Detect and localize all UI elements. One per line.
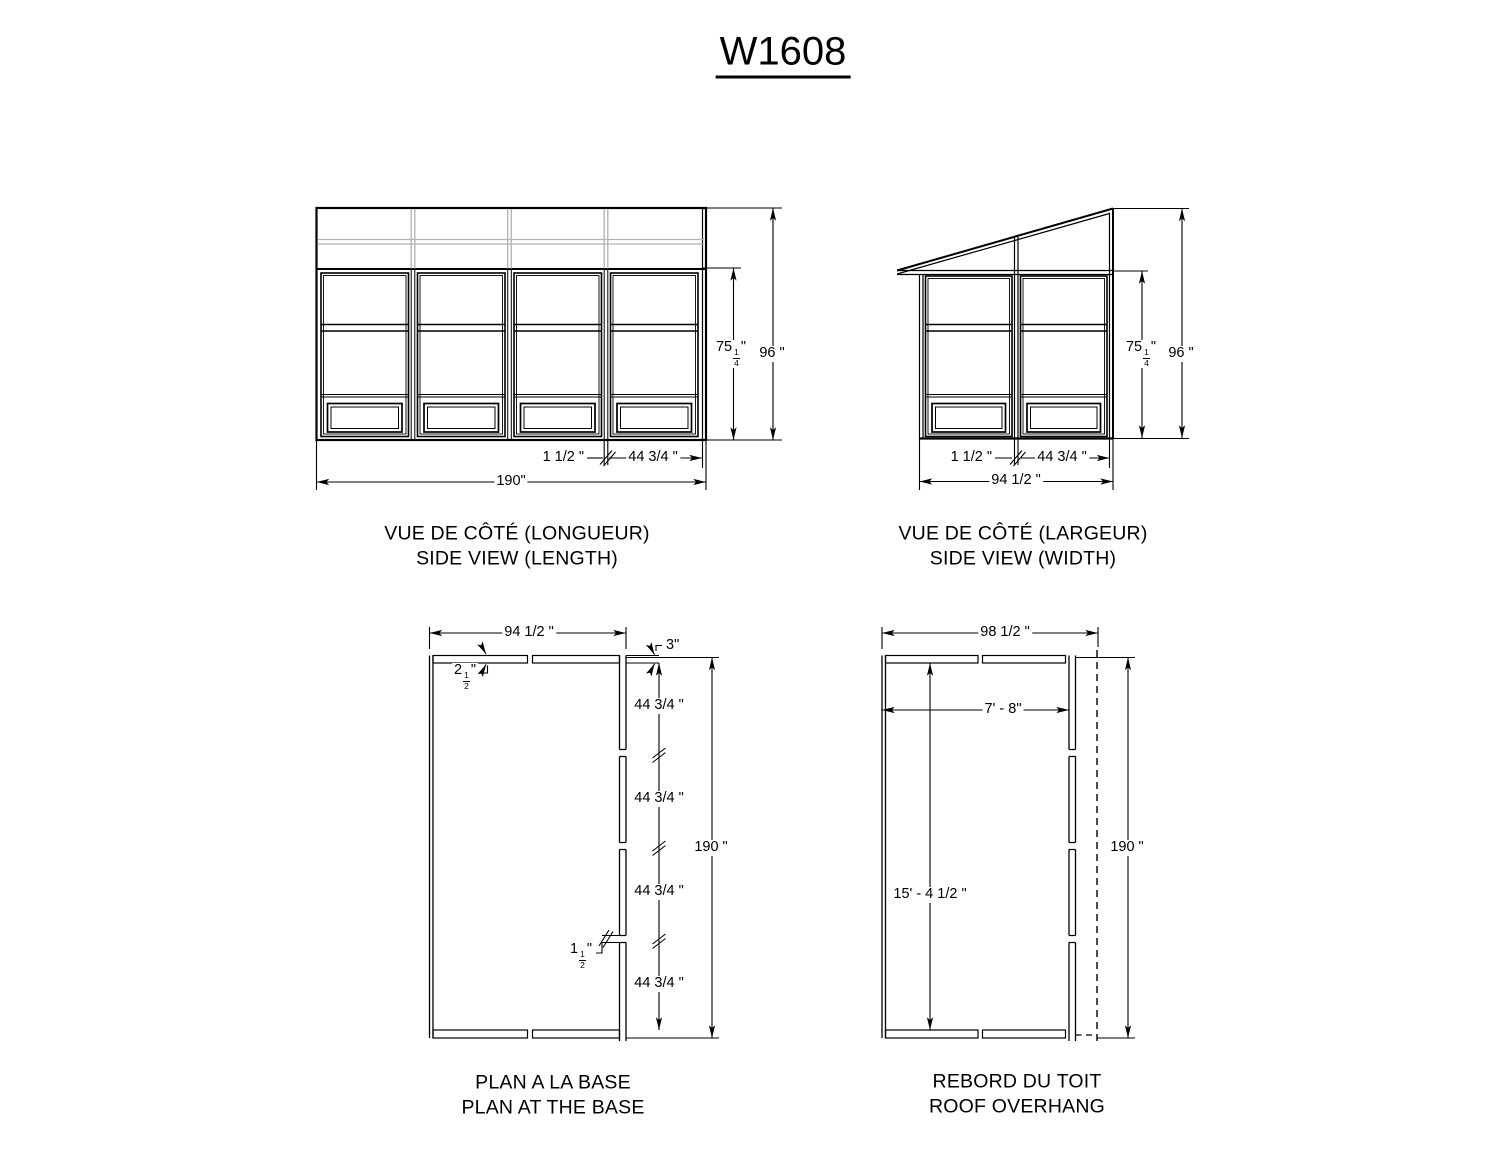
dim-panel-label: 44 3/4 " xyxy=(634,790,684,807)
window-bay xyxy=(418,273,506,437)
dim-length-label: 190 " xyxy=(1110,839,1144,856)
window-bay xyxy=(1021,276,1108,437)
roof-band-grid xyxy=(318,209,704,269)
dim-post-label: 1 1/2 " xyxy=(950,449,992,466)
plan-at-base-drawing xyxy=(430,656,627,1042)
dim-total-height-label: 96 " xyxy=(1168,345,1194,362)
view-caption-fr: PLAN A LA BASE xyxy=(475,1071,631,1094)
stacked-fraction: $\frac{1}{2}$ xyxy=(580,948,585,970)
dim-post-label: 1 $\frac{1}{2}$ " xyxy=(570,940,592,970)
dim-post-label: 1 1/2 " xyxy=(542,449,584,466)
view-caption-fr: VUE DE CÔTÉ (LARGEUR) xyxy=(898,522,1148,545)
dim-panel-label: 44 3/4 " xyxy=(628,449,678,466)
view-caption-en: SIDE VIEW (WIDTH) xyxy=(929,547,1117,570)
dim-width-label: 98 1/2 " xyxy=(980,624,1030,641)
view-caption-fr: REBORD DU TOIT xyxy=(932,1070,1102,1093)
dim-length-label: 190 " xyxy=(694,839,728,856)
side-view-length-drawing xyxy=(317,208,707,440)
side-view-width-drawing xyxy=(897,209,1113,439)
dim-wall-thickness-label: 2 $\frac{1}{2}$ " xyxy=(454,661,476,691)
dim-panel-label: 44 3/4 " xyxy=(634,697,684,714)
window-bay xyxy=(611,273,699,437)
dim-wall-height-label: 75 $\frac{1}{4}$ " xyxy=(1125,338,1157,368)
window-bay xyxy=(321,273,409,437)
dim-inner-length-label: 15' - 4 1/2 " xyxy=(893,886,967,903)
sheet-title: W1608 xyxy=(716,30,851,79)
window-bay xyxy=(514,273,602,437)
stacked-fraction: $\frac{1}{4}$ xyxy=(1144,346,1149,368)
dim-total-length-label: 190" xyxy=(496,473,526,490)
view-caption-fr: VUE DE CÔTÉ (LONGUEUR) xyxy=(384,522,650,545)
dim-panel-label: 44 3/4 " xyxy=(634,975,684,992)
side-view-length-dimensions xyxy=(317,208,783,490)
dim-total-width-label: 94 1/2 " xyxy=(991,472,1041,489)
window-bay xyxy=(926,276,1013,437)
view-caption-en: SIDE VIEW (LENGTH) xyxy=(416,547,618,570)
dim-corner-label: 3" xyxy=(666,636,680,653)
dim-total-height-label: 96 " xyxy=(759,345,785,362)
dim-panel-label: 44 3/4 " xyxy=(1037,449,1087,466)
dim-inner-width-label: 7' - 8" xyxy=(984,701,1022,718)
dim-panel-label: 44 3/4 " xyxy=(634,883,684,900)
stacked-fraction: $\frac{1}{4}$ xyxy=(734,346,739,368)
dim-width-label: 94 1/2 " xyxy=(504,624,554,641)
dim-wall-height-label: 75 $\frac{1}{4}$ " xyxy=(715,338,747,368)
view-caption-en: PLAN AT THE BASE xyxy=(461,1096,645,1119)
stacked-fraction: $\frac{1}{2}$ xyxy=(464,669,469,691)
view-caption-en: ROOF OVERHANG xyxy=(929,1095,1105,1118)
